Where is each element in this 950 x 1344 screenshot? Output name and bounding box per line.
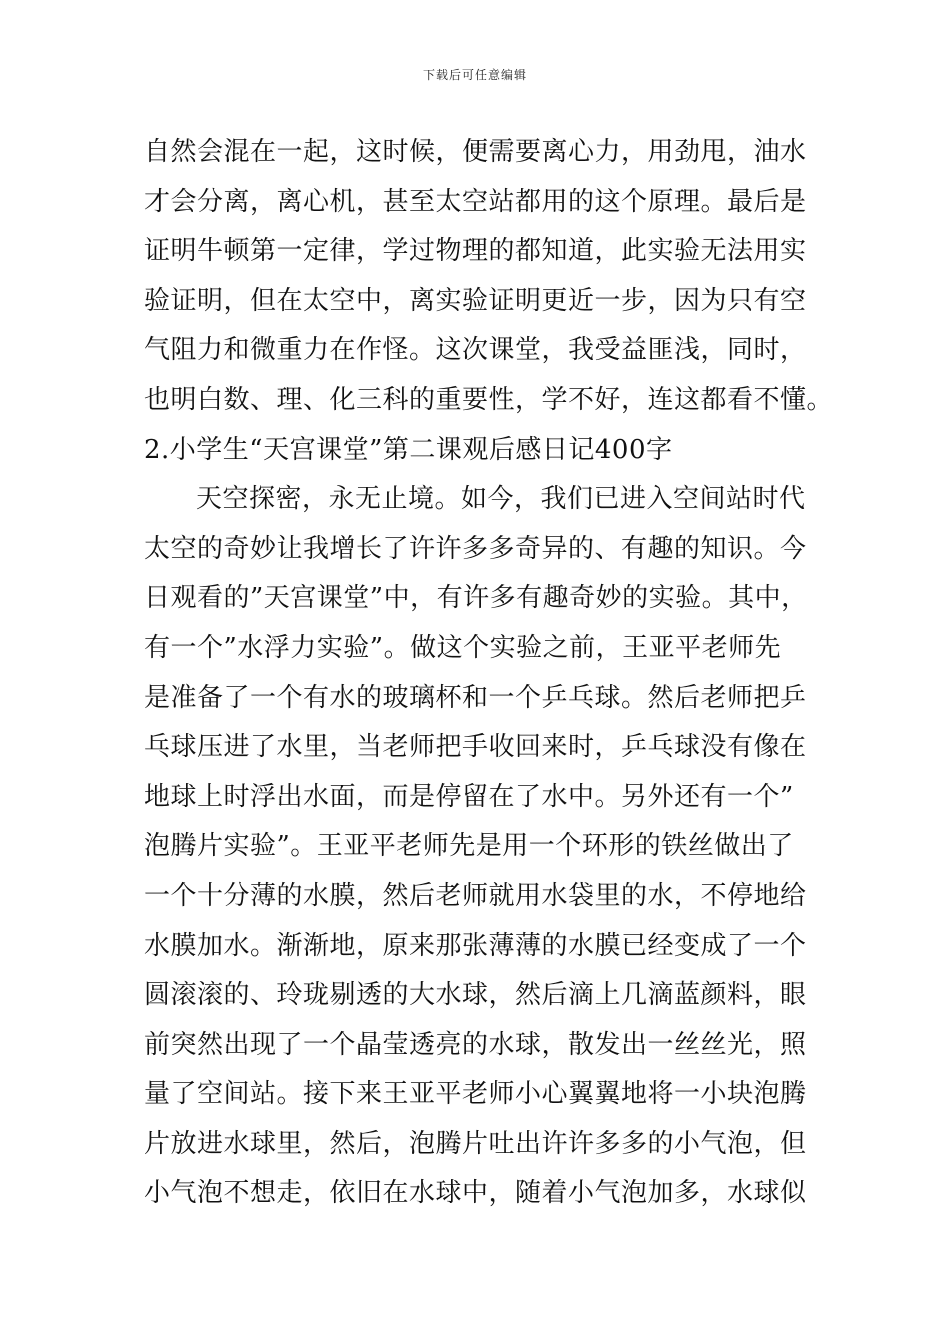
text-line: 泡腾片实验”。王亚平老师先是用一个环形的铁丝做出了	[144, 831, 794, 862]
text-line: 也明白数、理、化三科的重要性，学不好，连这都看不懂。	[144, 384, 834, 415]
paragraph-first-line: 天空探密，永无止境。如今，我们已进入空间站时代	[196, 484, 806, 515]
text-line: 气阻力和微重力在作怪。这次课堂，我受益匪浅，同时，	[144, 335, 807, 366]
text-line: 太空的奇妙让我增长了许许多多奇异的、有趣的知识。今	[144, 533, 807, 564]
text-line: 一个十分薄的水膜，然后老师就用水袋里的水，不停地给	[144, 880, 807, 911]
text-line: 乓球压进了水里，当老师把手收回来时，乒乓球没有像在	[144, 732, 807, 763]
text-line: 地球上时浮出水面，而是停留在了水中。另外还有一个”	[144, 781, 794, 812]
text-line: 才会分离，离心机，甚至太空站都用的这个原理。最后是	[144, 186, 807, 217]
text-line: 圆滚滚的、玲珑剔透的大水球，然后滴上几滴蓝颜料，眼	[144, 980, 807, 1011]
text-line: 日观看的”天宫课堂”中，有许多有趣奇妙的实验。其中，	[144, 583, 808, 614]
text-line: 小气泡不想走，依旧在水球中，随着小气泡加多，水球似	[144, 1178, 807, 1209]
text-line: 验证明，但在太空中，离实验证明更近一步，因为只有空	[144, 285, 807, 316]
document-body	[144, 128, 844, 1219]
text-line: 有一个”水浮力实验”。做这个实验之前，王亚平老师先	[144, 632, 782, 663]
text-line: 是准备了一个有水的玻璃杯和一个乒乓球。然后老师把乒	[144, 682, 807, 713]
text-line: 证明牛顿第一定律，学过物理的都知道，此实验无法用实	[144, 236, 807, 267]
text-line: 前突然出现了一个晶莹透亮的水球，散发出一丝丝光，照	[144, 1029, 807, 1060]
text-line: 片放进水球里，然后，泡腾片吐出许许多多的小气泡，但	[144, 1128, 807, 1159]
text-line: 自然会混在一起，这时候，便需要离心力，用劲甩，油水	[144, 137, 807, 167]
page-header: 下载后可任意编辑	[422, 68, 527, 82]
text-line: 量了空间站。接下来王亚平老师小心翼翼地将一小块泡腾	[144, 1079, 807, 1110]
section-heading: 2.小学生“天宫课堂”第二课观后感日记400字	[144, 434, 673, 465]
text-line: 水膜加水。渐渐地，原来那张薄薄的水膜已经变成了一个	[144, 930, 807, 961]
